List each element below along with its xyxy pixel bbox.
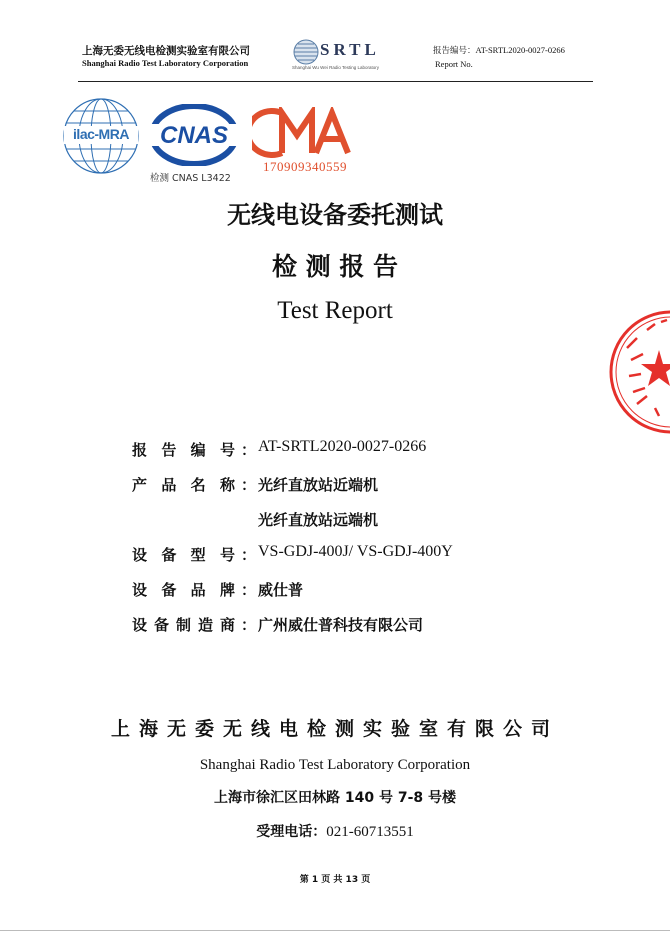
srtl-logo-text: SRTL xyxy=(320,40,380,59)
report-no-label-cn: 报告编号： xyxy=(433,46,476,56)
footer-org-cn: 上海无委无线电检测实验室有限公司 xyxy=(110,718,559,740)
report-no-value: AT-SRTL2020-0027-0266 xyxy=(475,45,565,55)
header-divider xyxy=(78,81,593,82)
field-label-brand: 设 备 品 牌 xyxy=(132,581,235,599)
page-number: 第 1 页 共 13 页 xyxy=(299,875,371,885)
field-colon: ： xyxy=(241,546,257,564)
ilac-text: ilac-MRA xyxy=(73,126,129,142)
phone-label: 受理电话： xyxy=(256,824,327,840)
field-label-report-no: 报 告 编 号 xyxy=(132,441,235,459)
field-colon: ： xyxy=(241,441,257,459)
srtl-logo-subtext: Shanghai Wu Wei Radio Testing Laboratory xyxy=(292,65,380,70)
phone-value: 021-60713551 xyxy=(326,824,414,840)
field-label-model: 设 备 型 号 xyxy=(132,546,235,564)
srtl-logo xyxy=(292,38,392,72)
cnas-text: CNAS xyxy=(159,122,228,149)
footer-org-en: Shanghai Radio Test Laboratory Corporation xyxy=(199,757,471,773)
title-report-cn: 检 测 报 告 xyxy=(271,252,399,281)
field-value-product-name-2: 光纤直放站远端机 xyxy=(258,511,379,529)
cma-logo xyxy=(252,107,358,177)
field-value-model: VS-GDJ-400J/ VS-GDJ-400Y xyxy=(258,543,453,560)
header-company-cn: 上海无委无线电检测实验室有限公司 xyxy=(82,45,250,57)
seal-star-icon xyxy=(607,308,670,436)
field-label-manufacturer: 设 备 制 造 商 xyxy=(132,616,235,634)
field-value-brand: 威仕普 xyxy=(258,581,304,599)
footer-phone xyxy=(0,821,670,841)
page-bottom-border xyxy=(0,930,670,931)
field-colon: ： xyxy=(241,616,257,634)
field-label-product-name: 产 品 名 称 xyxy=(132,476,235,494)
field-value-report-no: AT-SRTL2020-0027-0266 xyxy=(258,438,427,455)
field-colon: ： xyxy=(241,476,257,494)
title-report-en: Test Report xyxy=(277,297,393,324)
field-colon: ： xyxy=(241,581,257,599)
cnas-logo xyxy=(148,104,240,182)
footer-address: 上海市徐汇区田林路 140 号 7-8 号楼 xyxy=(213,790,456,806)
title-main-cn: 无线电设备委托测试 xyxy=(227,201,443,229)
header-company-en: Shanghai Radio Test Laboratory Corporation xyxy=(82,58,249,68)
official-seal xyxy=(607,308,670,436)
cnas-number: 检测 CNAS L3422 xyxy=(150,173,231,184)
field-value-product-name-1: 光纤直放站近端机 xyxy=(258,476,379,494)
ilac-mra-logo xyxy=(62,97,140,175)
cma-mark-icon xyxy=(252,107,358,159)
field-value-manufacturer: 广州威仕普科技有限公司 xyxy=(258,616,424,634)
cma-number: 170909340559 xyxy=(263,159,347,174)
report-no-header xyxy=(433,44,565,56)
report-no-label-en: Report No. xyxy=(435,59,473,69)
